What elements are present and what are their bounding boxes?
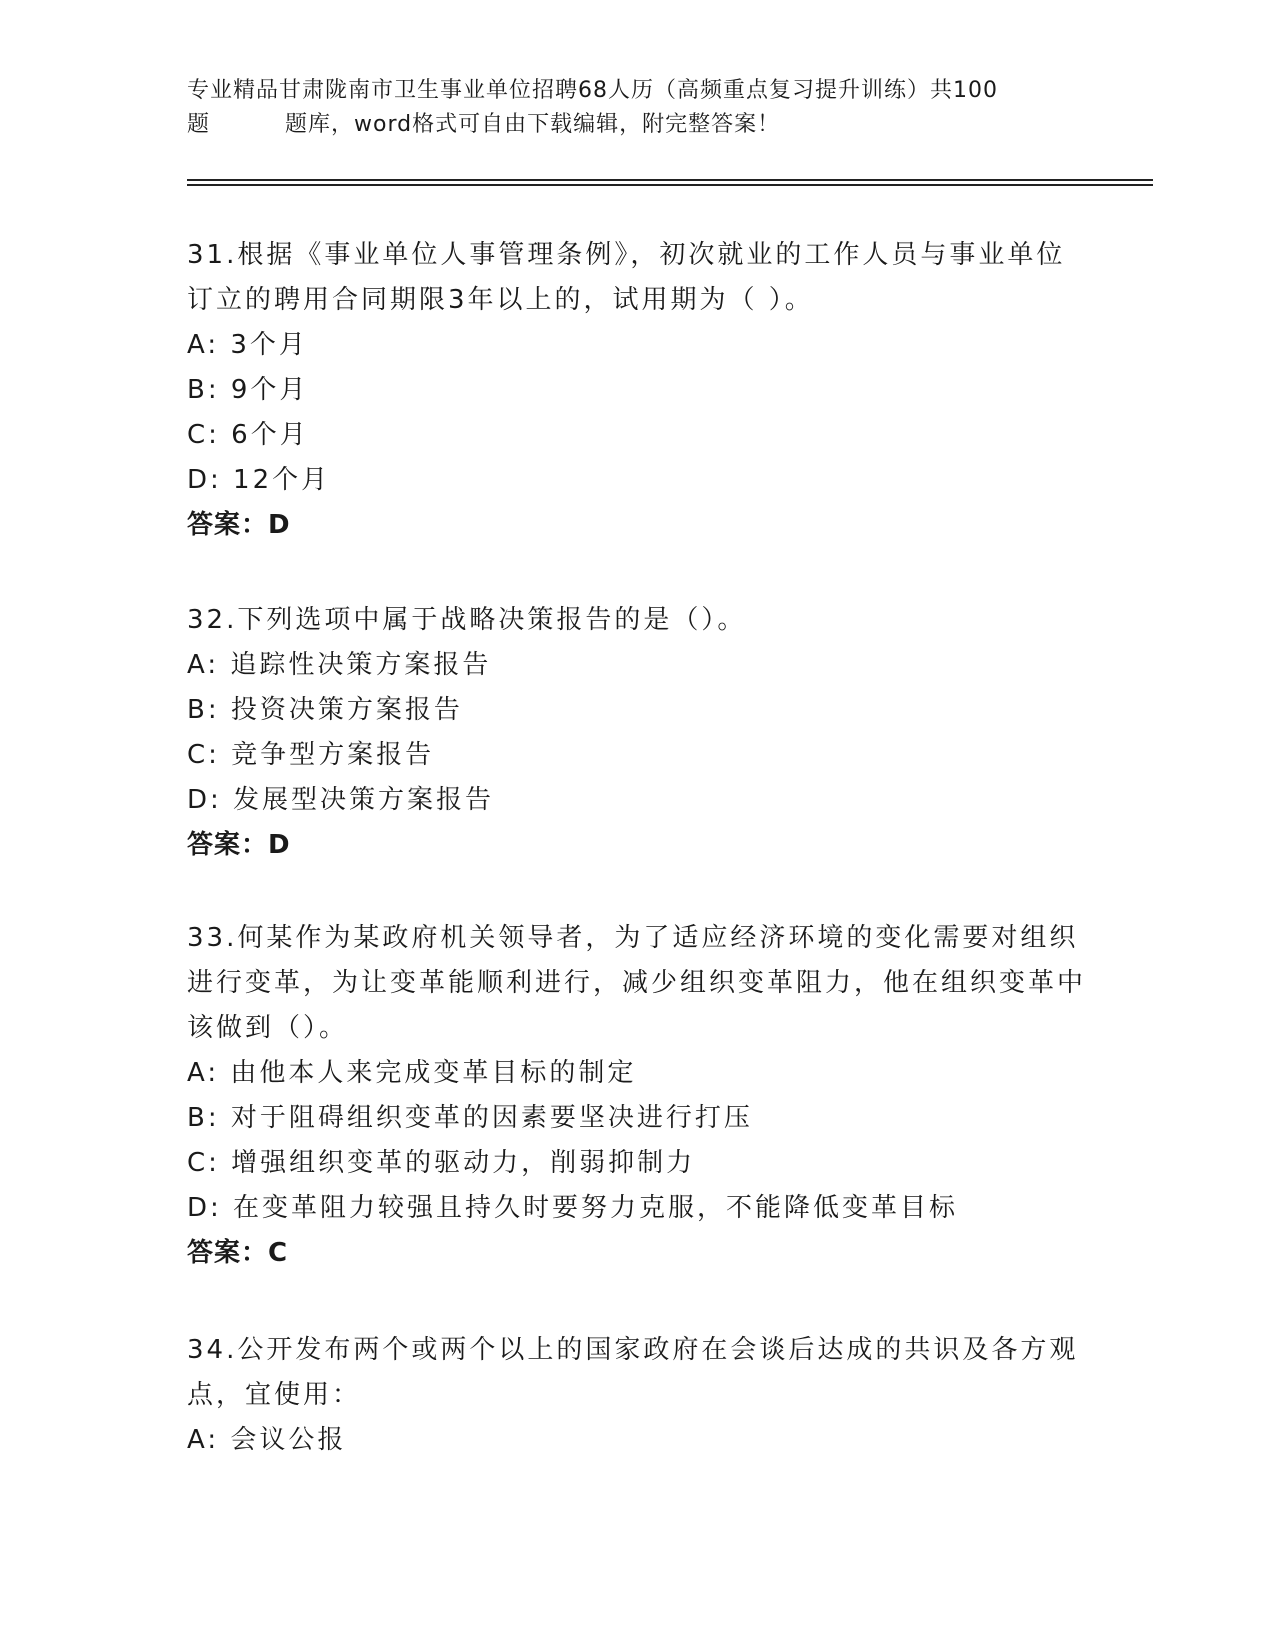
question-33 <box>187 916 1087 1276</box>
option-a: A: 会议公报 <box>187 1425 347 1455</box>
header-title-line1: 专业精品甘肃陇南市卫生事业单位招聘68人历（高频重点复习提升训练）共100 <box>187 78 998 103</box>
question-stem: 34.公开发布两个或两个以上的国家政府在会谈后达成的共识及各方观点，宜使用： <box>187 1335 1079 1410</box>
question-stem: 31.根据《事业单位人事管理条例》，初次就业的工作人员与事业单位订立的聘用合同期限3年以上的，试用期为（ ）。 <box>187 240 1066 315</box>
option-d: D: 12个月 <box>187 465 331 495</box>
option-a: A: 追踪性决策方案报告 <box>187 650 492 680</box>
question-34 <box>187 1328 1087 1463</box>
header-title-line2-start: 题 <box>187 112 211 137</box>
header-divider-bottom <box>187 184 1153 186</box>
option-d: D: 发展型决策方案报告 <box>187 785 495 815</box>
header-divider-top <box>187 179 1153 181</box>
option-d: D: 在变革阻力较强且持久时要努力克服，不能降低变革目标 <box>187 1193 959 1223</box>
option-c: C: 增强组织变革的驱动力，削弱抑制力 <box>187 1148 696 1178</box>
answer: 答案：D <box>187 830 291 860</box>
question-32 <box>187 598 1087 868</box>
header-title-line2-rest: 题库，word格式可自由下载编辑，附完整答案！ <box>285 112 781 137</box>
option-a: A: 由他本人来完成变革目标的制定 <box>187 1058 637 1088</box>
header-title-line2 <box>187 108 1087 142</box>
option-c: C: 竞争型方案报告 <box>187 740 435 770</box>
answer: 答案：D <box>187 510 291 540</box>
answer: 答案：C <box>187 1238 289 1268</box>
option-b: B: 对于阻碍组织变革的因素要坚决进行打压 <box>187 1103 753 1133</box>
question-stem: 33.何某作为某政府机关领导者，为了适应经济环境的变化需要对组织进行变革，为让变革能顺利进行，减少组织变革阻力，他在组织变革中该做到（）。 <box>187 923 1087 1043</box>
question-stem: 32.下列选项中属于战略决策报告的是（）。 <box>187 605 747 635</box>
question-31 <box>187 233 1087 548</box>
option-c: C: 6个月 <box>187 420 309 450</box>
option-b: B: 投资决策方案报告 <box>187 695 463 725</box>
option-a: A: 3个月 <box>187 330 308 360</box>
option-b: B: 9个月 <box>187 375 309 405</box>
document-header <box>187 74 1087 142</box>
